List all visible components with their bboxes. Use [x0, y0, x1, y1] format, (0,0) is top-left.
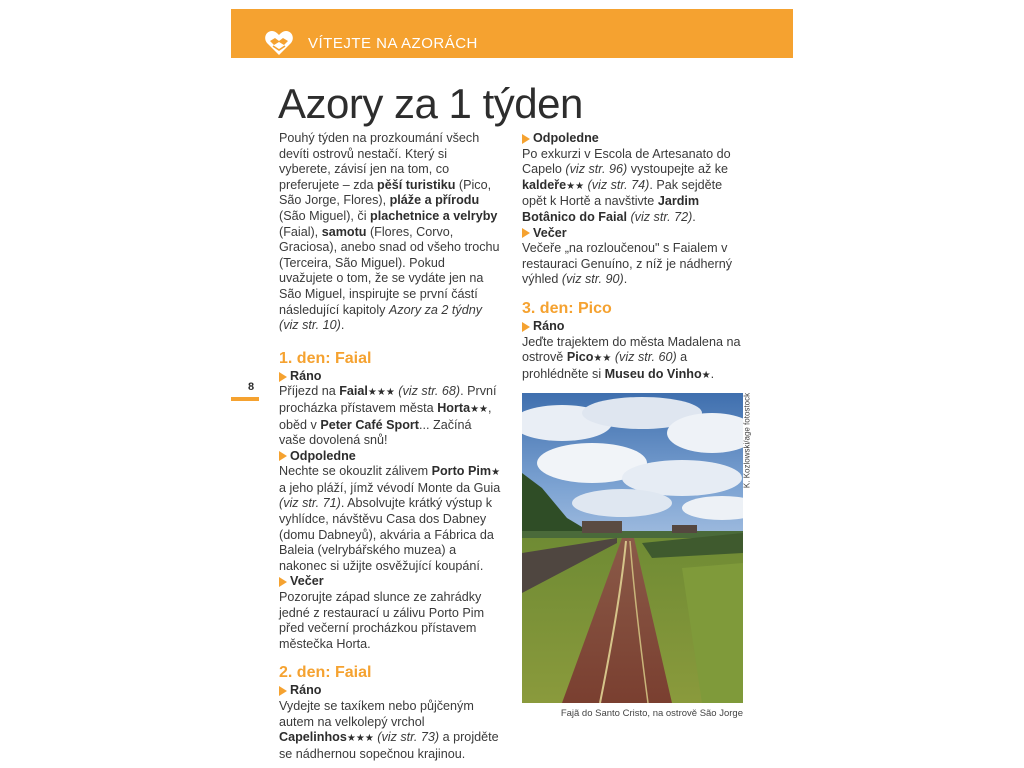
landscape-photo	[522, 393, 743, 703]
photo-caption: Fajã do Santo Cristo, na ostrově São Jorge	[560, 708, 743, 719]
triangle-bullet-icon	[522, 134, 530, 144]
header-banner	[231, 9, 793, 58]
right-column	[522, 131, 744, 383]
road-landscape-illustration	[522, 393, 743, 703]
triangle-bullet-icon	[279, 686, 287, 696]
day1-morning-label: Ráno	[279, 369, 501, 385]
day3-morning-label: Ráno	[522, 319, 744, 335]
photo-credit: K. Kozlowski/age fotostock	[742, 392, 752, 489]
day1-heading: 1. den: Faial	[279, 349, 372, 367]
day1-evening-text: Pozorujte západ slunce ze zahrádky jedné z restaurací u zálivu Porto Pim před večerní procházkou přístavem městečka Horta.	[279, 590, 485, 651]
day2-afternoon-text: Po exkurzi v Escola de Artesanato do Capelo (viz str. 96) vystoupejte až ke kaldeře★★ (viz str. 74). Pak sejděte opět k Hortě a navštivte Jardim Botânico do Faial (viz str. 72).	[522, 146, 731, 224]
triangle-bullet-icon	[279, 451, 287, 461]
day3-morning-text: Jeďte trajektem do města Madalena na ostrově Pico★★ (viz str. 60) a prohlédněte si Museu do Vinho★.	[522, 334, 741, 381]
day2-morning-label: Ráno	[279, 683, 501, 699]
triangle-bullet-icon	[279, 372, 287, 382]
triangle-bullet-icon	[522, 228, 530, 238]
triangle-bullet-icon	[279, 577, 287, 587]
day2-evening-label: Večer	[522, 226, 744, 242]
triangle-bullet-icon	[522, 322, 530, 332]
day1-evening-label: Večer	[279, 574, 501, 590]
day2-heading: 2. den: Faial	[279, 664, 372, 682]
handshake-heart-icon	[264, 29, 294, 57]
day1-morning-text: Příjezd na Faial★★★ (viz str. 68). První procházka přístavem města Horta★★, oběd v Peter Café Sport... Začíná vaše dovolená snů!	[279, 384, 497, 448]
left-column	[279, 131, 501, 762]
page-number-bar	[231, 397, 259, 401]
day2-afternoon-label: Odpoledne	[522, 131, 744, 147]
page-number: 8	[248, 381, 255, 393]
day2-morning-text: Vydejte se taxíkem nebo půjčeným autem na velkolepý vrchol Capelinhos★★★ (viz str. 73) a projděte se nádhernou sopečnou krajinou.	[279, 699, 499, 761]
banner-title: VÍTEJTE NA AZORÁCH	[308, 35, 478, 52]
page-title: Azory za 1 týden	[278, 80, 583, 127]
day1-afternoon-text: Nechte se okouzlit zálivem Porto Pim★ a jeho pláží, jímž vévodí Monte da Guia (viz str. 71). Absolvujte krátký výstup k vyhlídce, návštěvu Casa dos Dabney (domu Dabneyů), akvária a Fábrica da Baleia (velrybářského muzea) a nakonec si užijte osvěžující koupání.	[279, 464, 501, 573]
day2-evening-text: Večeře „na rozloučenou" s Faialem v restauraci Genuíno, z níž je nádherný výhled (viz str. 90).	[522, 241, 733, 287]
intro-paragraph: Pouhý týden na prozkoumání všech devíti ostrovů nestačí. Který si vyberete, závisí jen na tom, co preferujete – zda pěší turistiku (Pico, São Jorge, Flores), pláže a přírodu (São Miguel), či plachetnice a velryby (Faial), samotu (Flores, Corvo, Graciosa), anebo snad od všeho trochu (Terceira, São Miguel). Pokud uvažujete o tom, že se vydáte jen na São Miguel, inspirujte se první částí následující kapitoly Azory za 2 týdny (viz str. 10).	[279, 131, 500, 333]
day1-afternoon-label: Odpoledne	[279, 449, 501, 465]
day3-heading: 3. den: Pico	[522, 299, 612, 317]
